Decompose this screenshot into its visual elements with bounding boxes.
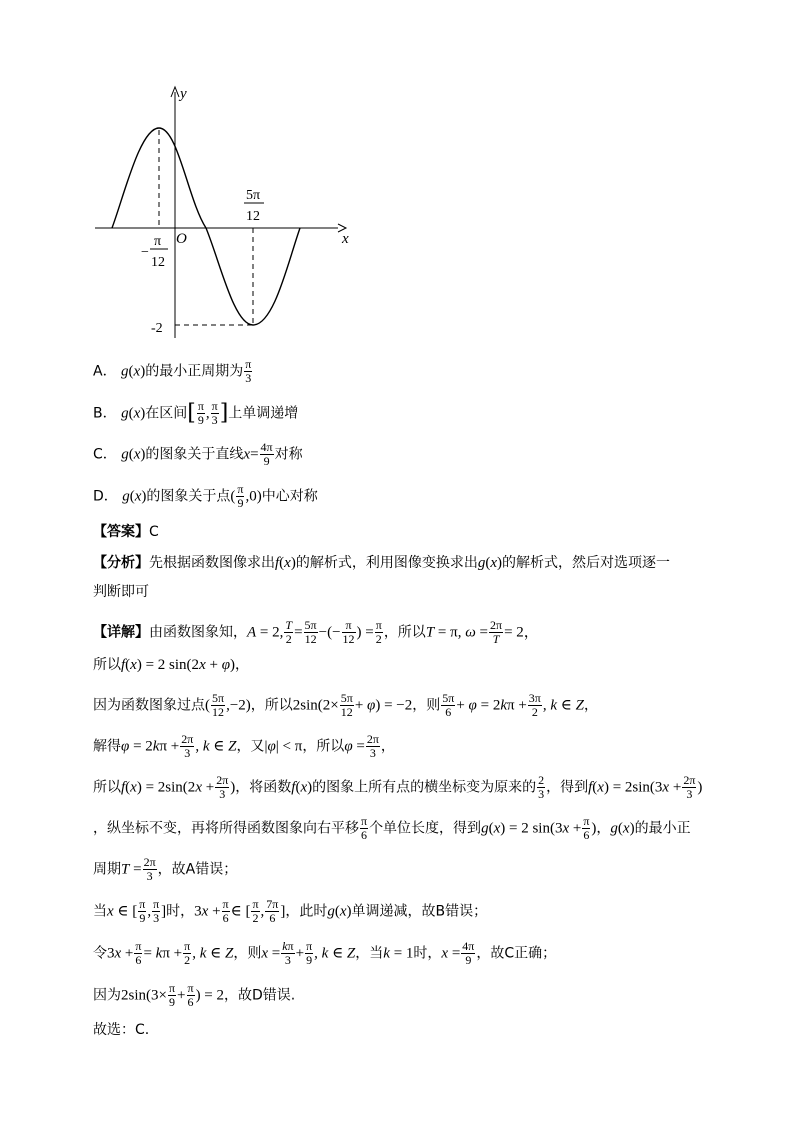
detail-line-4: 解得φ = 2kπ + $\frac{2\pi}{3}$ , k ∈ Z，又|φ| < π，所以φ = $\frac{2\pi}{3}$ ， [93, 732, 395, 760]
detail-line-2: 所以f(x) = 2 sin(2x + φ)， [93, 657, 250, 673]
x-axis-label: x [342, 231, 349, 247]
analysis-line-2: 判断即可 [93, 584, 149, 600]
answer-line [93, 522, 159, 542]
detail-line-7: 周期T = $\frac{2\pi}{3}$ ，故A错误； [93, 855, 238, 883]
min-label: -2 [151, 321, 163, 336]
option-a: A． g(x)的最小正周期为 $\frac{\pi}{3}$ [93, 357, 252, 385]
analysis-line-1: 【分析】先根据函数图像求出f(x)的解析式，利用图像变换求出g(x)的解析式，然后对选项逐一 [93, 555, 671, 571]
answer-label: 【答案】 [93, 524, 149, 540]
detail-line-1: 【详解】由函数图象知，A = 2, $\frac{T}{2}$ = $\frac{5\pi}{12}$ −(− $\frac{\pi}{12}$ ) = $\frac{\pi}{2}$ ，所以T = π, ω = $\frac{2\pi}{T}$ = 2， [93, 618, 539, 646]
answer-value: C [149, 524, 159, 540]
tick-5pi-den: 12 [246, 209, 260, 224]
detail-line-5: 所以f(x) = 2sin(2x + $\frac{2\pi}{3}$ )，将函数f(x)的图象上所有点的横坐标变为原来的 $\frac{2}{3}$ ，得到f(x) = 2sin(3x + $\frac{2\pi}{3}$ ) [93, 773, 703, 801]
origin-label: O [176, 231, 187, 247]
sine-curve [112, 128, 300, 325]
y-axis-label: y [180, 86, 187, 102]
detail-line-6: ，纵坐标不变，再将所得函数图象向右平移 $\frac{\pi}{6}$ 个单位长度，得到g(x) = 2 sin(3x + $\frac{\pi}{6}$ )，g(x)的最小正 [93, 814, 691, 842]
detail-line-11: 故选：C. [93, 1022, 150, 1038]
detail-line-9: 令3x + $\frac{\pi}{6}$ = kπ + $\frac{\pi}{2}$ , k ∈ Z，则x = $\frac{k\pi}{3}$ + $\frac{\pi}{9}$ , k ∈ Z，当k = 1时，x = $\frac{4\pi}{9}$ ，故C正确； [93, 939, 557, 967]
tick-pi-den: 12 [151, 255, 165, 270]
tick-neg-sign: − [141, 245, 149, 260]
tick-pi-num: π [154, 234, 162, 249]
detail-line-3: 因为函数图象过点( $\frac{5\pi}{12}$ ,−2)，所以2sin(2× $\frac{5\pi}{12}$ + φ) = −2，则 $\frac{5\pi}{6}$ + φ = 2kπ + $\frac{3\pi}{2}$ , k ∈ Z， [93, 691, 598, 719]
option-d: D． g(x)的图象关于点( $\frac{\pi}{9}$ ,0)中心对称 [93, 482, 318, 510]
function-graph [0, 0, 794, 345]
option-b: B． g(x)在区间[ $\frac{\pi}{9}$ , $\frac{\pi}{3}$ ]上单调递增 [93, 399, 299, 427]
detail-line-8: 当x ∈ [ $\frac{\pi}{9}$ , $\frac{\pi}{3}$ ]时，3x + $\frac{\pi}{6}$ ∈ [ $\frac{\pi}{2}$ , $\frac{7\pi}{6}$ ]，此时g(x)单调递减，故B错误； [93, 897, 488, 925]
option-c: C． g(x)的图象关于直线x= $\frac{4\pi}{9}$ 对称 [93, 440, 303, 468]
tick-5pi-num: 5π [246, 188, 261, 203]
detail-line-10: 因为2sin(3× $\frac{\pi}{9}$ + $\frac{\pi}{6}$ ) = 2，故D错误. [93, 981, 296, 1009]
